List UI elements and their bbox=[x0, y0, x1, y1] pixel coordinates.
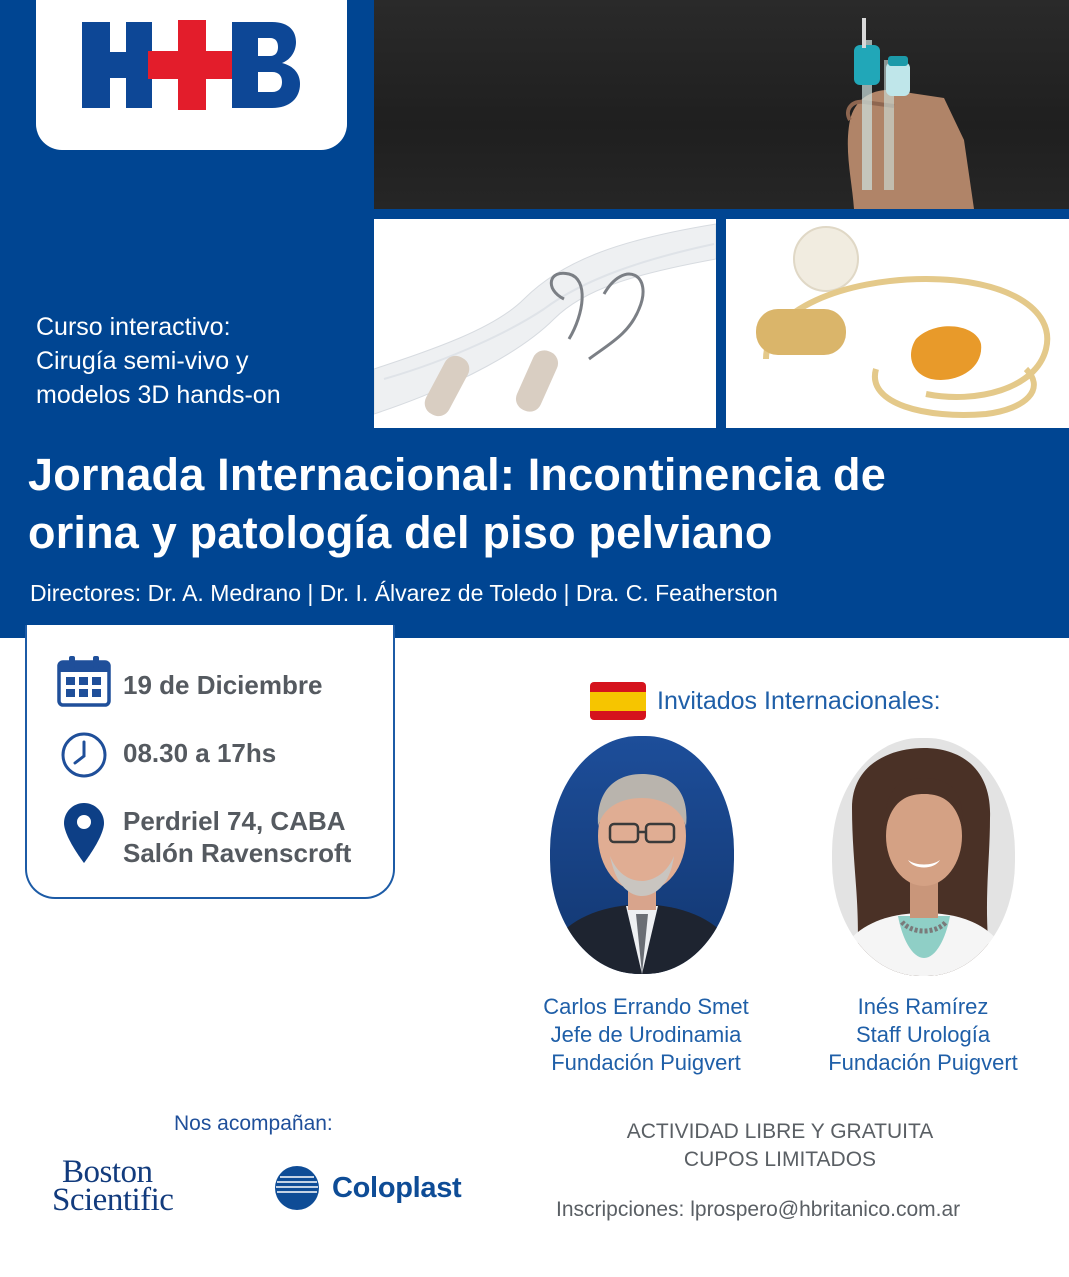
sponsors-label: Nos acompañan: bbox=[174, 1112, 333, 1135]
course-line: Curso interactivo: bbox=[36, 313, 231, 341]
guests-heading-label: Invitados Internacionales: bbox=[657, 686, 941, 715]
event-info-card bbox=[25, 625, 395, 899]
guest-org: Fundación Puigvert bbox=[551, 1050, 741, 1075]
address-line: Perdriel 74, CABA bbox=[123, 806, 346, 836]
hb-logo-mark bbox=[82, 20, 302, 110]
boston-logo-line: Boston bbox=[62, 1154, 153, 1190]
free-activity-notice bbox=[600, 1118, 960, 1174]
guest-role: Staff Urología bbox=[855, 1022, 991, 1047]
venue-line: Salón Ravenscroft bbox=[123, 838, 352, 868]
guest-portrait-carlos bbox=[550, 736, 734, 974]
location-pin-icon bbox=[57, 803, 111, 863]
device-photo-hand bbox=[374, 0, 1069, 209]
time-row bbox=[57, 731, 276, 779]
guest-caption-carlos bbox=[501, 993, 791, 1077]
device-photo-sphincter bbox=[726, 219, 1069, 428]
event-title-line: orina y patología del piso pelviano bbox=[28, 507, 773, 558]
location-row bbox=[57, 803, 351, 869]
boston-scientific-logo bbox=[52, 1154, 174, 1218]
guest-name: Carlos Errando Smet bbox=[543, 994, 749, 1019]
guest-name: Inés Ramírez bbox=[857, 994, 989, 1019]
device-photo-sling bbox=[374, 219, 716, 428]
event-address bbox=[123, 803, 351, 869]
coloplast-globe-icon bbox=[274, 1165, 320, 1211]
guest-caption-ines bbox=[778, 993, 1068, 1077]
calendar-icon bbox=[57, 655, 111, 707]
guest-role: Jefe de Urodinamia bbox=[550, 1022, 742, 1047]
event-title-line: Jornada Internacional: Incontinencia de bbox=[28, 449, 886, 500]
event-date: 19 de Diciembre bbox=[123, 670, 323, 700]
coloplast-wordmark: Coloplast bbox=[332, 1171, 462, 1204]
event-title bbox=[28, 446, 1058, 562]
international-guests-heading bbox=[590, 682, 941, 720]
registration-contact[interactable]: Inscripciones: lprospero@hbritanico.com.ar bbox=[556, 1198, 961, 1221]
hospital-logo bbox=[36, 0, 347, 150]
scientific-logo-line: Scientific bbox=[52, 1182, 174, 1218]
coloplast-logo bbox=[274, 1165, 461, 1211]
directors-line: Directores: Dr. A. Medrano | Dr. I. Álvarez de Toledo | Dra. C. Featherston bbox=[30, 580, 778, 606]
guest-org: Fundación Puigvert bbox=[828, 1050, 1018, 1075]
event-time: 08.30 a 17hs bbox=[123, 738, 277, 768]
date-row bbox=[57, 655, 322, 707]
clock-icon bbox=[57, 731, 111, 779]
guest-portrait-ines bbox=[832, 738, 1015, 976]
course-line: modelos 3D hands-on bbox=[36, 381, 281, 409]
course-line: Cirugía semi-vivo y bbox=[36, 347, 249, 375]
course-description bbox=[36, 310, 356, 412]
spain-flag-icon bbox=[590, 682, 646, 720]
free-activity-line: ACTIVIDAD LIBRE Y GRATUITA bbox=[626, 1120, 934, 1143]
limited-seats-line: CUPOS LIMITADOS bbox=[683, 1148, 877, 1171]
